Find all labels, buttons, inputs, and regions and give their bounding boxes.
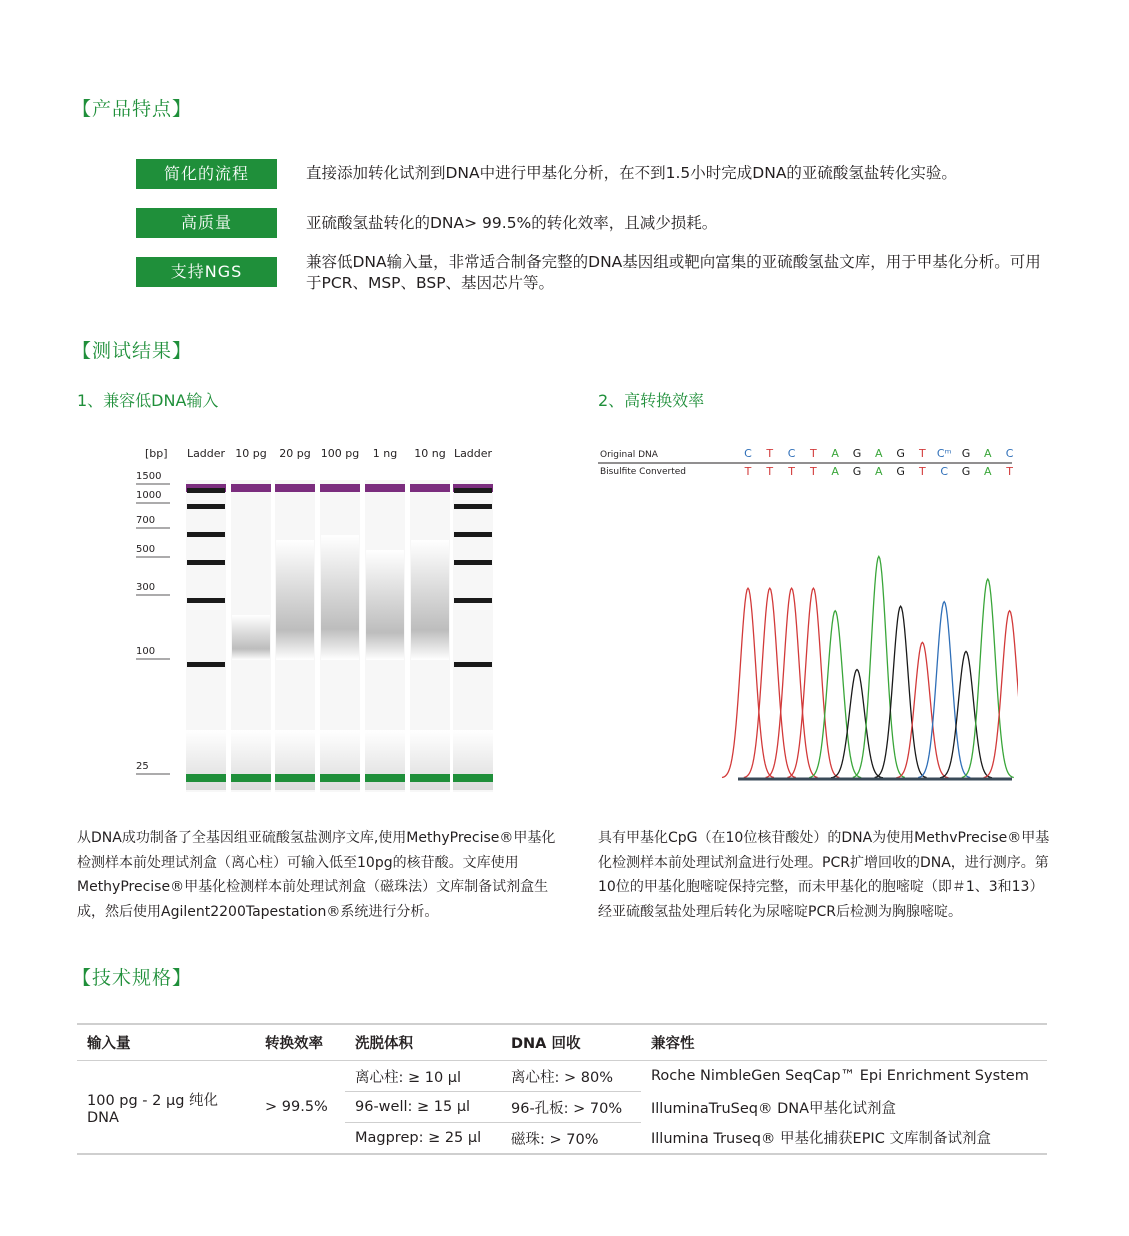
gel-ladder-band xyxy=(454,560,492,565)
gel-ladder-band xyxy=(187,488,225,493)
cell-compat: IlluminaTruSeq® DNA甲基化试剂盒 xyxy=(651,1100,896,1117)
header-elution: 洗脱体积 xyxy=(345,1024,501,1061)
original-base: A xyxy=(984,447,992,460)
original-base: C xyxy=(744,447,752,460)
gel-lower-marker-band xyxy=(453,774,493,782)
features-section-title: 【产品特点】 xyxy=(72,98,193,120)
gel-lower-marker-band xyxy=(275,774,315,782)
converted-base: T xyxy=(919,465,926,478)
chromatogram-peak xyxy=(787,588,839,777)
original-base: A xyxy=(875,447,883,460)
converted-base: T xyxy=(788,465,795,478)
original-dna-label: Original DNA xyxy=(600,450,658,460)
gel-marker-label: 100 xyxy=(136,646,156,657)
chromatogram-peak xyxy=(875,606,927,777)
cell-elution: 离心柱: ≥ 10 µl xyxy=(345,1061,501,1092)
cell-elution: Magprep: ≥ 25 µl xyxy=(345,1123,501,1155)
cell-recovery: 离心柱: > 80% xyxy=(501,1061,641,1092)
cell-compat: Illumina Truseq® 甲基化捕获EPIC 文库制备试剂盒 xyxy=(641,1123,1047,1155)
original-base: A xyxy=(831,447,839,460)
cell-recovery: 磁珠: > 70% xyxy=(501,1123,641,1155)
gel-lower-marker-band xyxy=(410,774,450,782)
gel-marker-label: 1500 xyxy=(136,471,162,482)
specs-header-row xyxy=(77,1024,1047,1061)
converted-base: A xyxy=(984,465,992,478)
gel-lane-label: 20 pg xyxy=(279,447,311,460)
gel-ladder-band xyxy=(187,560,225,565)
gel-lane-label: Ladder xyxy=(186,447,226,460)
gel-ladder-band xyxy=(187,598,225,603)
gel-electrophoresis-image xyxy=(130,440,510,800)
header-input: 输入量 xyxy=(77,1024,255,1061)
original-base: Cᵐ xyxy=(936,447,952,460)
gel-lane-label: 10 ng xyxy=(414,447,446,460)
converted-base: G xyxy=(896,465,905,478)
gel-ladder-band xyxy=(187,662,225,667)
chromatogram-peak xyxy=(722,588,774,777)
feature-text: 直接添加转化试剂到DNA中进行甲基化分析，在不到1.5小时完成DNA的亚硫酸氢盐转化实验。 xyxy=(306,164,957,182)
cell-recovery: 96-孔板: > 70% xyxy=(501,1092,641,1123)
converted-base: G xyxy=(961,465,971,478)
gel-lane-label: 100 pg xyxy=(320,447,360,460)
chromatogram-peak xyxy=(744,588,796,777)
chromatogram-peak xyxy=(853,557,905,778)
gel-upper-marker-band xyxy=(320,484,360,492)
chromatogram-peak xyxy=(809,611,861,778)
gel-marker-label: 500 xyxy=(136,544,156,555)
gel-marker-label: 25 xyxy=(136,761,149,772)
chromatogram-peak xyxy=(962,579,1014,777)
converted-base: T xyxy=(766,465,774,478)
chromatogram-peak xyxy=(918,602,970,778)
gel-lane-label: Ladder xyxy=(453,447,493,460)
original-base: G xyxy=(896,447,905,460)
header-compat: 兼容性 xyxy=(641,1024,1047,1061)
feature-text: 亚硫酸氢盐转化的DNA> 99.5%的转化效率，且减少损耗。 xyxy=(306,214,718,232)
gel-unit-label: [bp] xyxy=(145,447,168,460)
converted-base: A xyxy=(875,465,883,478)
result1-title: 1、兼容低DNA输入 xyxy=(77,391,219,410)
original-base: T xyxy=(919,447,926,460)
converted-base: A xyxy=(831,465,839,478)
gel-marker-label: 700 xyxy=(136,515,156,526)
gel-lane-label: 1 ng xyxy=(372,447,398,460)
gel-ladder-band xyxy=(454,532,492,537)
chromatogram-peak xyxy=(831,670,883,778)
chromatogram-peak xyxy=(896,642,948,777)
gel-marker-label: 1000 xyxy=(136,490,162,501)
converted-base: T xyxy=(1006,465,1013,478)
sequencing-chromatogram xyxy=(598,440,1018,790)
results-section-title: 【测试结果】 xyxy=(72,340,193,362)
header-recovery: DNA 回收 xyxy=(501,1024,641,1061)
original-base: C xyxy=(1005,447,1014,460)
result2-title: 2、高转换效率 xyxy=(598,391,705,410)
gel-ladder-band xyxy=(454,598,492,603)
gel-marker-label: 300 xyxy=(136,582,156,593)
result1-caption: 从DNA成功制备了全基因组亚硫酸氢盐测序文库,使用MethyPrecise®甲基化检测样本前处理试剂盒（离心柱）可输入低至10pg的核苷酸。文库使用MethyPrecise®甲基化检测样本前处理试剂盒（磁珠法）文库制备试剂盒生成，然后使用Agilent2200Tapestation®系统进行分析。 xyxy=(77,830,556,920)
gel-lower-marker-band xyxy=(186,774,226,782)
gel-upper-marker-band xyxy=(365,484,405,492)
gel-lower-marker-band xyxy=(320,774,360,782)
gel-sample-smear xyxy=(232,615,270,660)
cell-efficiency: > 99.5% xyxy=(255,1061,345,1155)
gel-sample-smear xyxy=(411,540,449,660)
gel-ladder-band xyxy=(187,504,225,509)
cell-elution: 96-well: ≥ 15 µl xyxy=(345,1092,501,1123)
result2-caption: 具有甲基化CpG（在10位核苷酸处）的DNA为使用MethvPrecise®甲基化检测样本前处理试剂盒进行处理。PCR扩增回收的DNA，进行测序。第10位的甲基化胞嘧啶保持完整，而未甲基化的胞嘧啶（即＃1、3和13）经亚硫酸氢盐处理后转化为尿嘧啶PCR后检测为胸腺嘧啶。 xyxy=(598,830,1050,920)
specs-section-title: 【技术规格】 xyxy=(72,967,193,989)
gel-sample-smear xyxy=(366,550,404,660)
converted-base: T xyxy=(744,465,752,478)
gel-sample-smear xyxy=(321,535,359,660)
gel-ladder-band xyxy=(187,532,225,537)
converted-base: G xyxy=(852,465,862,478)
gel-sample-smear xyxy=(276,540,314,660)
converted-base: T xyxy=(810,465,817,478)
feature-badge: 支持NGS xyxy=(136,257,277,287)
feature-badge: 简化的流程 xyxy=(136,159,277,189)
chromatogram-peak xyxy=(984,611,1018,778)
gel-upper-marker-band xyxy=(231,484,271,492)
feature-badge: 高质量 xyxy=(136,208,277,238)
original-base: T xyxy=(766,447,774,460)
header-efficiency: 转换效率 xyxy=(255,1024,345,1061)
chromatogram-peak xyxy=(766,588,818,777)
chromatogram-peak xyxy=(940,651,992,777)
specs-table xyxy=(77,1023,1047,1155)
original-base: C xyxy=(787,447,796,460)
feature-text: 兼容低DNA输入量，非常适合制备完整的DNA基因组或靶向富集的亚硫酸氢盐文库，用于甲基化分析。可用于PCR、MSP、BSP、基因芯片等。 xyxy=(306,253,1041,292)
gel-upper-marker-band xyxy=(410,484,450,492)
table-row xyxy=(77,1061,1047,1092)
bisulfite-converted-label: Bisulfite Converted xyxy=(600,467,687,477)
cell-input: 100 pg - 2 µg 纯化DNA xyxy=(77,1061,255,1155)
converted-base: C xyxy=(940,465,949,478)
cell-compat: Roche NimbleGen SeqCap™ Epi Enrichment System xyxy=(651,1068,1029,1085)
gel-upper-marker-band xyxy=(275,484,315,492)
gel-ladder-band xyxy=(454,504,492,509)
gel-lower-marker-band xyxy=(231,774,271,782)
original-base: G xyxy=(852,447,862,460)
gel-ladder-band xyxy=(454,488,492,493)
original-base: G xyxy=(961,447,971,460)
gel-lane-label: 10 pg xyxy=(235,447,267,460)
original-base: T xyxy=(810,447,817,460)
gel-ladder-band xyxy=(454,662,492,667)
gel-lower-marker-band xyxy=(365,774,405,782)
